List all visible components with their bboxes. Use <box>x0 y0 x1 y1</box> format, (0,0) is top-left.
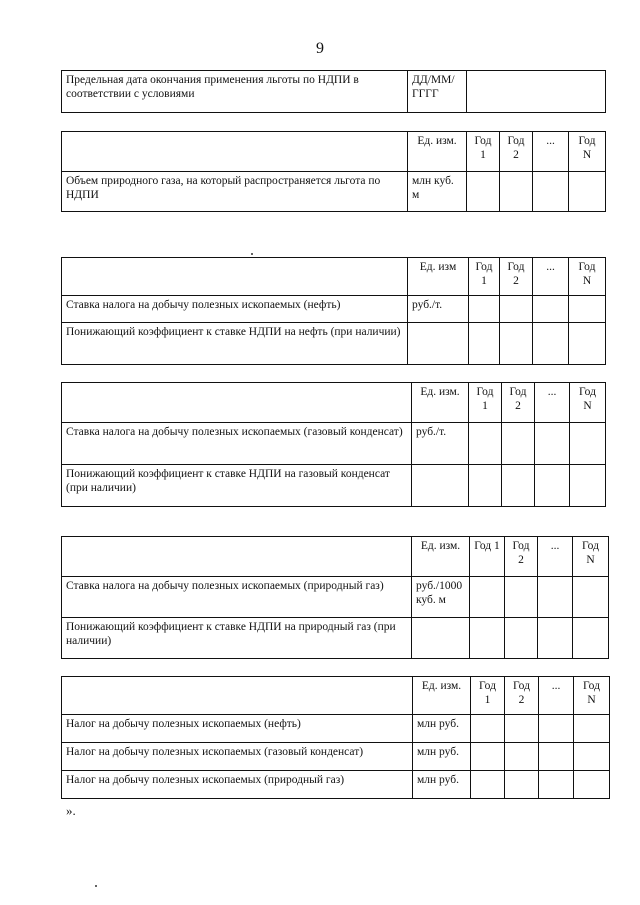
ellipsis-header: ... <box>533 258 569 296</box>
closing-quote-mark: ». <box>66 803 76 818</box>
year-2-header: Год 2 <box>500 132 533 172</box>
row-label: Понижающий коэффициент к ставке НДПИ на природный газ (при наличии) <box>62 618 412 659</box>
gas-volume-table <box>61 131 606 212</box>
gas-rate-table <box>61 536 609 659</box>
row-unit: млн руб. <box>413 771 471 799</box>
unit-header: Ед. изм. <box>412 383 469 423</box>
row-unit: руб./1000 куб. м <box>412 577 470 618</box>
row-label: Объем природного газа, на который распространяется льгота по НДПИ <box>62 172 408 212</box>
year-2-header: Год 2 <box>502 383 535 423</box>
unit-header: Ед. изм <box>408 258 469 296</box>
oil-rate-table <box>61 257 606 365</box>
row-label: Налог на добычу полезных ископаемых (нефть) <box>62 715 413 743</box>
row-unit: руб./т. <box>408 296 469 323</box>
row-label: Ставка налога на добычу полезных ископаемых (природный газ) <box>62 577 412 618</box>
ellipsis-header: ... <box>535 383 570 423</box>
year-1-header: Год 1 <box>469 258 500 296</box>
year-1-header: Год 1 <box>470 537 505 577</box>
ellipsis-header: ... <box>538 537 573 577</box>
row-unit: млн руб. <box>413 743 471 771</box>
unit-header: Ед. изм. <box>413 677 471 715</box>
ellipsis-header: ... <box>533 132 569 172</box>
row-label: Ставка налога на добычу полезных ископаемых (нефть) <box>62 296 408 323</box>
table-row <box>62 618 609 659</box>
year-n-header: Год N <box>570 383 606 423</box>
table-row <box>62 465 606 507</box>
row-label: Налог на добычу полезных ископаемых (природный газ) <box>62 771 413 799</box>
table-row <box>62 743 610 771</box>
year-2-header: Год 2 <box>500 258 533 296</box>
year-1-header: Год 1 <box>469 383 502 423</box>
row-unit <box>408 323 469 365</box>
condensate-rate-table <box>61 382 606 507</box>
row-unit <box>412 465 469 507</box>
table-row <box>62 771 610 799</box>
table-header-row <box>62 677 610 715</box>
table-header-row <box>62 383 606 423</box>
date-format-unit: ДД/ММ/ГГГГ <box>408 71 467 113</box>
table-header-row <box>62 132 606 172</box>
year-n-header: Год N <box>574 677 610 715</box>
row-unit <box>412 618 470 659</box>
unit-header: Ед. изм. <box>412 537 470 577</box>
row-label: Налог на добычу полезных ископаемых (газовый конденсат) <box>62 743 413 771</box>
table-row <box>62 296 606 323</box>
row-label: Понижающий коэффициент к ставке НДПИ на газовый конденсат (при наличии) <box>62 465 412 507</box>
row-unit: руб./т. <box>412 423 469 465</box>
scan-speck <box>251 253 253 255</box>
row-unit: млн куб. м <box>408 172 467 212</box>
row-unit: млн руб. <box>413 715 471 743</box>
table-row <box>62 323 606 365</box>
year-n-header: Год N <box>573 537 609 577</box>
table-row <box>62 577 609 618</box>
row-label: Ставка налога на добычу полезных ископаемых (газовый конденсат) <box>62 423 412 465</box>
deadline-table <box>61 70 606 113</box>
row-label: Понижающий коэффициент к ставке НДПИ на нефть (при наличии) <box>62 323 408 365</box>
table-header-row <box>62 258 606 296</box>
scan-speck <box>95 885 97 887</box>
table-row <box>62 715 610 743</box>
year-n-header: Год N <box>569 258 606 296</box>
table-row <box>62 423 606 465</box>
year-n-header: Год N <box>569 132 606 172</box>
year-1-header: Год 1 <box>467 132 500 172</box>
year-2-header: Год 2 <box>505 537 538 577</box>
ellipsis-header: ... <box>539 677 574 715</box>
year-2-header: Год 2 <box>505 677 539 715</box>
deadline-label: Предельная дата окончания применения льготы по НДПИ в соответствии с условиями <box>62 71 408 113</box>
table-header-row <box>62 537 609 577</box>
table-row <box>62 172 606 212</box>
deadline-value-cell <box>467 71 606 113</box>
tax-amount-table <box>61 676 610 799</box>
unit-header: Ед. изм. <box>408 132 467 172</box>
page-number: 9 <box>316 40 324 57</box>
year-1-header: Год 1 <box>471 677 505 715</box>
